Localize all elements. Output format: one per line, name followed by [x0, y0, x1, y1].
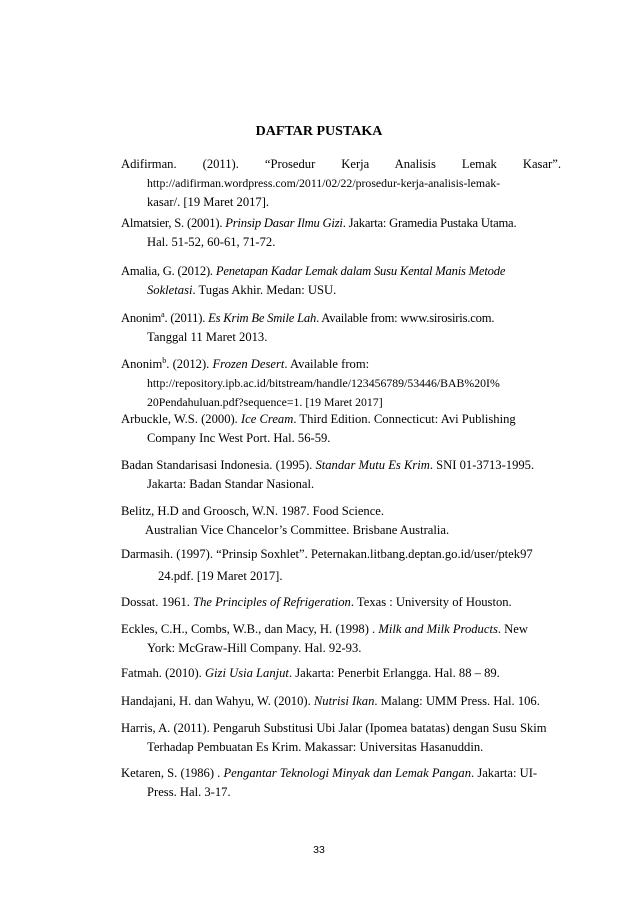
reference-entry — [121, 593, 561, 612]
reference-entry — [121, 309, 561, 347]
reference-superscript: a — [161, 309, 165, 319]
reference-title: Prinsip Dasar Ilmu Gizi — [225, 216, 343, 230]
reference-entry — [121, 355, 561, 412]
reference-title: Standar Mutu Es Krim — [315, 458, 430, 472]
reference-line: Dossat. 1961. The Principles of Refrigeration. Texas : University of Houston. — [121, 595, 512, 609]
reference-title: Pengantar Teknologi Minyak dan Lemak Pangan — [223, 766, 472, 780]
reference-entry — [121, 545, 561, 586]
reference-title: Es Krim Be Smile Lah — [208, 311, 317, 325]
reference-entry — [121, 719, 561, 757]
reference-entry — [121, 456, 561, 494]
reference-line: Anonim$^a$. (2011). Es Krim Be Smile Lah. Available from: www.sirosiris.com. — [121, 309, 495, 325]
reference-title: Ice Cream — [240, 412, 294, 426]
reference-line: Eckles, C.H., Combs, W.B., dan Macy, H. (1998) . Milk and Milk Products. New — [121, 622, 528, 636]
reference-author: Adifirman. — [121, 157, 177, 171]
page-number: 33 — [313, 844, 325, 856]
reference-line: Press. Hal. 3-17. — [147, 785, 231, 799]
reference-title-word: Kasar”. — [522, 157, 561, 171]
reference-line: Sokletasi. Tugas Akhir. Medan: USU. — [147, 283, 337, 297]
reference-title-word: Lemak — [461, 157, 497, 171]
reference-line: Ketaren, S. (1986) . Pengantar Teknologi Minyak dan Lemak Pangan. Jakarta: UI- — [121, 766, 538, 780]
reference-line: Arbuckle, W.S. (2000). Ice Cream. Third Edition. Connecticut: Avi Publishing — [121, 412, 516, 426]
reference-title-word: Kerja — [341, 157, 370, 171]
reference-line: Hal. 51-52, 60-61, 71-72. — [147, 235, 276, 249]
reference-line: York: McGraw-Hill Company. Hal. 92-93. — [147, 641, 362, 655]
reference-title: Sokletasi — [147, 283, 193, 297]
reference-line: 24.pdf. [19 Maret 2017]. — [158, 569, 283, 583]
reference-title: Penetapan Kadar Lemak dalam Susu Kental Manis Metode — [215, 264, 506, 278]
reference-title-word: “Prosedur — [264, 157, 316, 171]
reference-line: Jakarta: Badan Standar Nasional. — [147, 477, 315, 491]
reference-line: Terhadap Pembuatan Es Krim. Makassar: Universitas Hasanuddin. — [147, 740, 484, 754]
reference-url: http://adifirman.wordpress.com/2011/02/22/prosedur-kerja-analisis-lemak- — [147, 176, 501, 190]
reference-superscript: b — [162, 355, 167, 365]
reference-line: Darmasih. (1997). “Prinsip Soxhlet”. Peternakan.litbang.deptan.go.id/user/ptek97 — [121, 547, 533, 561]
reference-year: (2011). — [202, 157, 239, 171]
reference-entry — [121, 620, 561, 658]
reference-entry — [121, 262, 561, 300]
reference-url: 20Pendahuluan.pdf?sequence=1. [19 Maret 2017] — [147, 395, 383, 409]
reference-entry — [121, 214, 561, 252]
reference-entry — [121, 155, 561, 212]
reference-line: Australian Vice Chancelor’s Committee. Brisbane Australia. — [145, 523, 450, 537]
page-title: DAFTAR PUSTAKA — [255, 124, 383, 139]
reference-title: Gizi Usia Lanjut — [204, 666, 289, 680]
reference-entry — [121, 664, 561, 683]
reference-line: Anonim$^b$. (2012). Frozen Desert. Available from: — [121, 355, 370, 371]
reference-line: Handajani, H. dan Wahyu, W. (2010). Nutrisi Ikan. Malang: UMM Press. Hal. 106. — [121, 694, 540, 708]
reference-line: Tanggal 11 Maret 2013. — [147, 330, 268, 344]
reference-line: Belitz, H.D and Groosch, W.N. 1987. Food Science. — [121, 504, 385, 518]
reference-line: Fatmah. (2010). Gizi Usia Lanjut. Jakarta: Penerbit Erlangga. Hal. 88 – 89. — [121, 666, 500, 680]
reference-line — [121, 155, 561, 174]
reference-title: The Principles of Refrigeration — [193, 595, 351, 609]
reference-title: Frozen Desert — [212, 357, 285, 371]
reference-line: Almatsier, S. (2001). Prinsip Dasar Ilmu Gizi. Jakarta: Gramedia Pustaka Utama. — [121, 216, 517, 230]
reference-url: http://repository.ipb.ac.id/bitstream/handle/123456789/53446/BAB%20I% — [147, 376, 500, 390]
reference-title: Milk and Milk Products — [378, 622, 498, 636]
reference-title: Nutrisi Ikan — [313, 694, 375, 708]
reference-entry — [121, 410, 561, 448]
reference-line: Badan Standarisasi Indonesia. (1995). Standar Mutu Es Krim. SNI 01-3713-1995. — [121, 458, 535, 472]
reference-line: Company Inc West Port. Hal. 56-59. — [147, 431, 331, 445]
reference-line: kasar/. [19 Maret 2017]. — [147, 195, 270, 209]
reference-entry — [121, 764, 561, 802]
reference-line: Amalia, G. (2012). Penetapan Kadar Lemak dalam Susu Kental Manis Metode — [121, 264, 506, 278]
reference-entry — [121, 692, 561, 711]
reference-title-word: Analisis — [394, 157, 436, 171]
reference-entry — [121, 502, 561, 540]
reference-line: Harris, A. (2011). Pengaruh Substitusi Ubi Jalar (Ipomea batatas) dengan Susu Skim — [121, 721, 547, 735]
